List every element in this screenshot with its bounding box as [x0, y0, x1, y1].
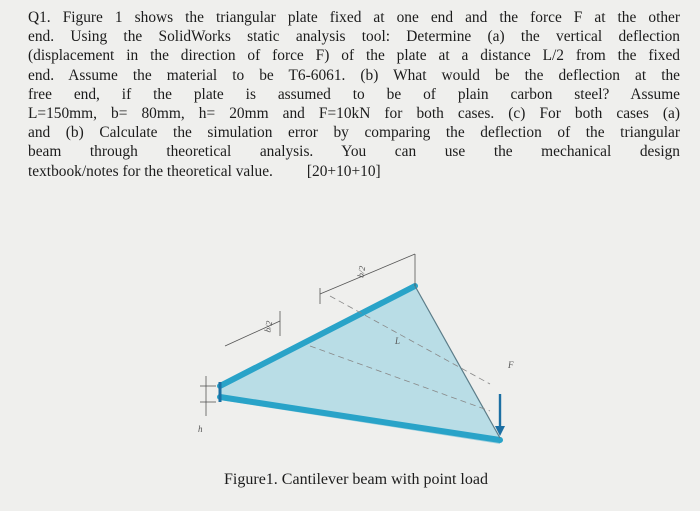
question-line: (displacement in the direction of force F) of the plate at a distance L/2 from the fixed — [28, 47, 680, 65]
question-line: free end, if the plate is assumed to be of plain carbon steel? Assume — [28, 85, 680, 103]
question-line: end. Assume the material to be T6-6061. (b) What would be the deflection at the — [28, 66, 680, 84]
question-line: beam through theoretical analysis. You can use the mechanical design — [28, 143, 680, 161]
question-line: end. Using the SolidWorks static analysis tool: Determine (a) the vertical deflection — [28, 28, 680, 46]
question-line: and (b) Calculate the simulation error by comparing the deflection of the triangular — [28, 124, 680, 142]
marks-label: [20+10+10] — [306, 162, 381, 180]
question-text — [28, 8, 680, 181]
figure-caption: Figure1. Cantilever beam with point load — [224, 471, 488, 488]
dim-label-half-b-top: b/2 — [355, 265, 368, 279]
cantilever-figure — [190, 236, 530, 458]
force-label: F — [508, 360, 514, 370]
question-last-line — [28, 162, 680, 181]
question-line: Q1. Figure 1 shows the triangular plate fixed at one end and the force F at the other — [28, 9, 680, 26]
question-line: L=150mm, b= 80mm, h= 20mm and F=10kN for both cases. (c) For both cases (a) — [28, 105, 680, 123]
dim-line-top — [320, 254, 415, 294]
dim-label-height: h — [198, 424, 203, 434]
question-line: textbook/notes for the theoretical value. — [28, 162, 273, 180]
dim-label-half-b-left: b/2 — [262, 320, 275, 334]
dim-label-length: L — [395, 336, 401, 346]
